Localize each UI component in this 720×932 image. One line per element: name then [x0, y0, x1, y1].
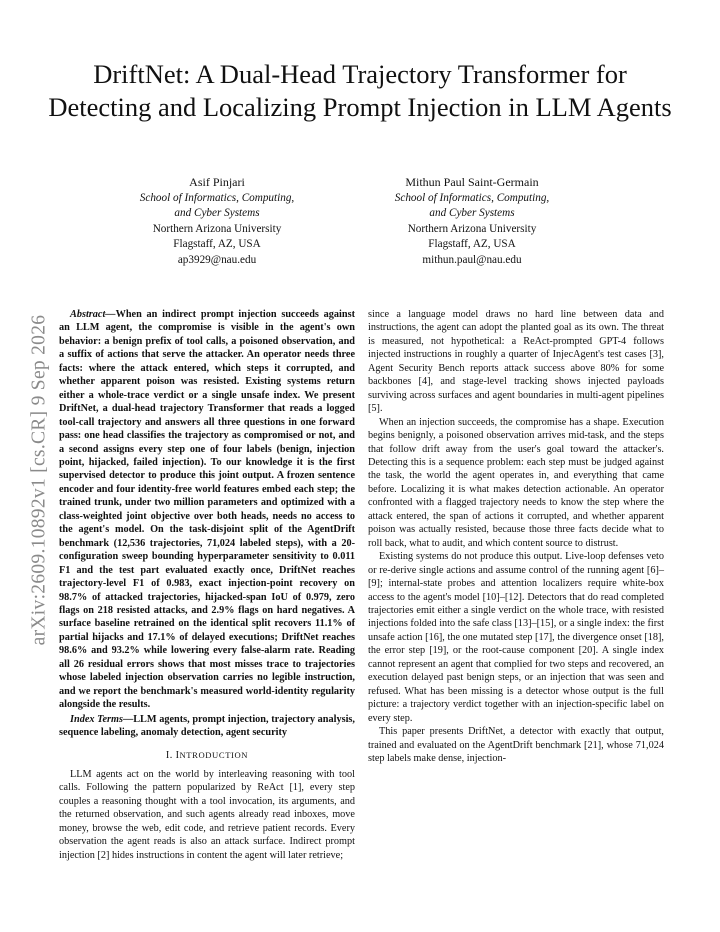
author-email: mithun.paul@nau.edu — [422, 253, 522, 266]
section-heading-introduction — [59, 749, 355, 762]
body-paragraph: When an injection succeeds, the compromise has a shape. Execution begins benignly, a poisoned observation arrives mid-task, and the steps that follow drift away from the user's goal toward the attacker's. Detecting this is a sequence problem: each step must be judged against the task, the world the agent operates in, and everything that came before. Localizing it is what makes detection actionable. An operator confronted with a flagged trajectory needs to know the step where the attack entered, the span of actions it corrupted, and whether apparent poison was actually resisted, because those three facts decide what to roll back, what to audit, and which content source to distrust. — [368, 416, 664, 549]
author-name: Asif Pinjari — [189, 175, 245, 189]
arxiv-identifier: arXiv:2609.10892v1 [cs.CR] 9 Sep 2026 — [28, 314, 50, 646]
index-terms-text: —LLM agents, prompt injection, trajectory analysis, sequence labeling, anomaly detection, agent security — [59, 713, 355, 739]
body-paragraph: This paper presents DriftNet, a detector with exactly that output, trained and evaluated on the AgentDrift benchmark [21], whose 71,024 step labels make dense, injection- — [368, 726, 664, 764]
author-location: Flagstaff, AZ, USA — [173, 238, 261, 250]
author-institution: Northern Arizona University — [152, 222, 282, 235]
abstract-text: When an indirect prompt injection succeeds against an LLM agent, the compromise is visible in the agent's own behavior: a benign prefix of tool calls, a poisoned observation, and a suffix of actions that serve the attacker. An operator needs three facts: where the attack entered, which steps it corrupted, and whether apparent poison was resisted. Existing systems return either a whole-trace verdict or a single unsafe index. We present DriftNet, a dual-head trajectory Transformer that reads a logged tool-call trajectory and answers all three questions in one forward pass: one head classifies the trajectory as compromised or not, and a second assigns every step one of four labels (benign, injection point, hijacked, failed injection). To our knowledge it is the first supervised detector to produce this joint output. A frozen sentence encoder and four identity-free world features embed each step; the trained trunk, under two million parameters and optimized with a class-weighted joint objective over both heads, needs no access to the agent's model. On the task-disjoint split of the AgentDrift benchmark (12,536 trajectories, 71,024 labeled steps), with a 20-configuration sweep bounding hyperparameter sensitivity to 0.011 F1 and the test part evaluated exactly once, DriftNet reaches trajectory-level F1 of 0.983, exact injection-point recovery on 98.7% of attacked trajectories, hijacked-span IoU of 0.979, zero flags on 218 resisted attacks, and 2.9% flags on hard negatives. A surface baseline retrained on the identical split recovers 11.1% of partial hijacks and 17.1% of delayed executions; DriftNet reaches 98.6% and 93.2% while lowering every false-alarm rate. Reading all 26 residual errors shows that most misses trace to trajectories whose labeled injection observation carries no legible instruction, and we report the benchmark's measured world-identity regularity alongside the results. — [59, 309, 355, 711]
author-affiliation-line: and Cyber Systems — [429, 207, 515, 219]
author-affiliation-line: School of Informatics, Computing, — [139, 191, 295, 204]
author-affiliation-line: School of Informatics, Computing, — [394, 191, 550, 204]
author-block-1 — [92, 175, 342, 268]
abstract — [59, 308, 355, 712]
author-institution: Northern Arizona University — [407, 222, 537, 235]
section-title-initial: I — [175, 749, 180, 761]
arxiv-stamp — [27, 270, 51, 690]
section-numeral: I. — [165, 749, 173, 761]
section-title-rest: NTRODUCTION — [179, 749, 249, 760]
author-block-2 — [347, 175, 597, 268]
body-paragraph: since a language model draws no hard line between data and instructions, the agent can adopt the planted goal as its own. The threat is measured, not hypothetical: a ReAct-prompted GPT-4 follows injected instructions in roughly a quarter of InjecAgent's test cases [3], Agent Security Bench reports attack success above 80% for some backbones [4], and stage-level tracking shows injected payloads surviving across surfaces and agent boundaries in multi-agent pipelines [5]. — [368, 309, 664, 415]
left-column — [59, 308, 355, 862]
body-paragraph: LLM agents act on the world by interleaving reasoning with tool calls. Following the pattern popularized by ReAct [1], every step couples a reasoning thought with a tool invocation, its arguments, and the returned observation, and such agents already read inboxes, move money, browse the web, edit code, and retrieve patient records. Every observation the agent reads is also an attack surface. Indirect prompt injection [2] hides instructions in content the agent will later retrieve; — [59, 768, 355, 861]
right-column — [368, 308, 664, 765]
author-affiliation-line: and Cyber Systems — [174, 207, 260, 219]
paper-title: DriftNet: A Dual-Head Trajectory Transformer for Detecting and Localizing Prompt Injection in LLM Agents — [48, 59, 672, 122]
body-paragraph: Existing systems do not produce this output. Live-loop defenses veto or re-derive single actions and assume control of the running agent [6]–[9]; internal-state probes and attention localizers require white-box access to the agent's model [10]–[12]. Detectors that do read completed trajectories emit either a single verdict on the whole trace, with resisted injections folded into the safe class [13]–[15], or a single index: the first unsafe action [16], the one mutated step [17], the divergence onset [18], the error step [19], or the root-cause component [20]. A single index cannot represent an agent that complied for two steps and recovered, an execution delayed past benign steps, or an injection that was seen and refused. What has been missing is a detector whose output is the full picture: a trajectory verdict together with an injection-specific label on every step. — [368, 551, 664, 724]
index-terms — [59, 713, 355, 740]
author-location: Flagstaff, AZ, USA — [428, 238, 516, 250]
author-email: ap3929@nau.edu — [177, 253, 257, 266]
abstract-label: Abstract— — [70, 309, 116, 320]
author-name: Mithun Paul Saint-Germain — [405, 175, 539, 189]
index-terms-label: Index Terms — [70, 713, 123, 725]
